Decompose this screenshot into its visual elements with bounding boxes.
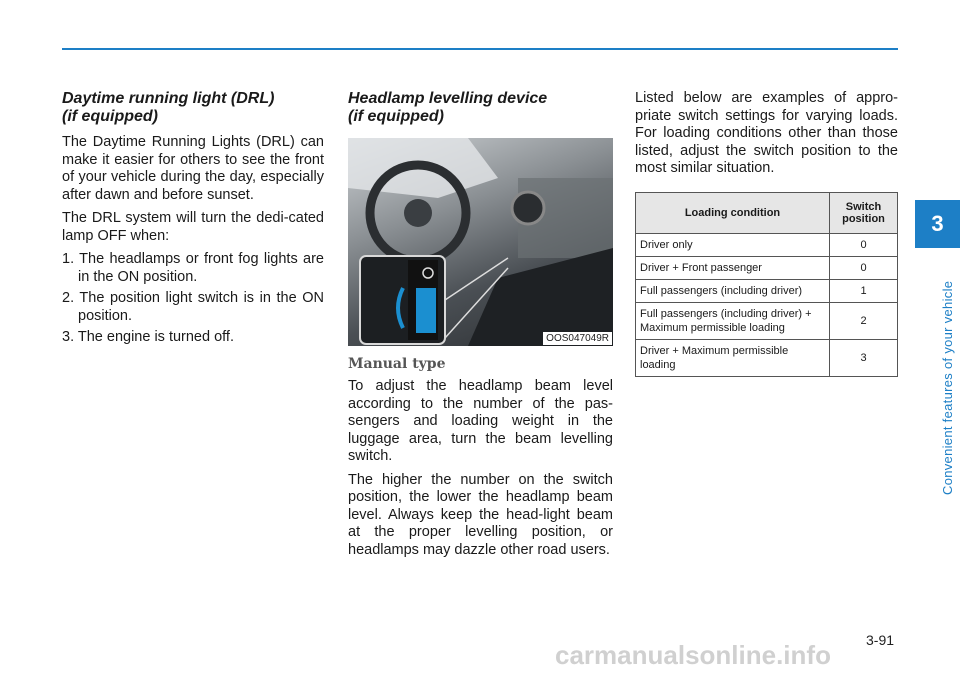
levelling-paragraph-2: The higher the number on the switch position, the lower the headlamp beam level. Always keep the head-light beam at the proper levelling position, or headlamps may dazzle other road users. xyxy=(348,471,613,558)
loading-table xyxy=(635,192,898,377)
page-number: 3-91 xyxy=(866,632,895,648)
manual-type-subheading: Manual type xyxy=(348,356,446,372)
loading-condition-cell: Driver + Maximum permissible loading xyxy=(636,339,830,376)
loading-section xyxy=(635,90,898,377)
switch-position-cell: 2 xyxy=(830,302,898,339)
chapter-side-label xyxy=(937,250,957,500)
levelling-heading-line2: (if equipped) xyxy=(348,108,444,125)
header-rule xyxy=(62,48,898,50)
table-header-row xyxy=(636,192,898,233)
table-row xyxy=(636,302,898,339)
drl-paragraph-2: The DRL system will turn the dedi-cated lamp OFF when: xyxy=(62,210,324,244)
drl-section xyxy=(62,90,324,351)
drl-conditions-list xyxy=(62,251,324,347)
loading-intro: Listed below are examples of appro-priate switch settings for varying loads. For loading conditions other than those listed, adjust the switch position to the most similar situation. xyxy=(635,90,898,176)
drl-heading xyxy=(62,90,324,126)
loading-condition-cell: Driver + Front passenger xyxy=(636,256,830,279)
levelling-section xyxy=(348,90,613,565)
table-row xyxy=(636,233,898,256)
table-row xyxy=(636,256,898,279)
levelling-paragraph-1: To adjust the headlamp beam level according to the number of the pas-sengers and loading weight in the luggage area, turn the beam levelling switch. xyxy=(348,378,613,464)
drl-heading-line1: Daytime running light (DRL) xyxy=(62,90,275,107)
dashboard-drawing xyxy=(348,138,613,346)
watermark: carmanualsonline.info xyxy=(555,640,831,670)
list-item: 1. The headlamps or front fog lights are in the ON position. xyxy=(62,251,324,285)
list-item: 3. The engine is turned off. xyxy=(62,329,234,345)
levelling-heading-line1: Headlamp levelling device xyxy=(348,90,548,107)
column-header: Loading condition xyxy=(636,192,830,233)
dashboard-illustration xyxy=(348,138,613,346)
drl-heading-line2: (if equipped) xyxy=(62,108,158,125)
column-header: Switch position xyxy=(830,192,898,233)
levelling-heading xyxy=(348,90,613,126)
loading-condition-cell: Driver only xyxy=(636,233,830,256)
switch-position-cell: 3 xyxy=(830,339,898,376)
switch-position-cell: 0 xyxy=(830,256,898,279)
list-item: 2. The position light switch is in the ON position. xyxy=(62,290,324,324)
figure-code: OOS047049R xyxy=(543,332,612,345)
chapter-tab xyxy=(915,200,960,248)
chapter-title: Convenient features of your vehicle xyxy=(940,280,955,495)
loading-condition-cell: Full passengers (including driver) xyxy=(636,279,830,302)
switch-position-cell: 0 xyxy=(830,233,898,256)
loading-condition-cell: Full passengers (including driver) + Maximum permissible loading xyxy=(636,302,830,339)
table-row xyxy=(636,279,898,302)
table-row xyxy=(636,339,898,376)
drl-paragraph-1: The Daytime Running Lights (DRL) can make it easier for others to see the front of your vehicle during the day, especially after dawn and before sunset. xyxy=(62,134,324,203)
chapter-number: 3 xyxy=(931,211,944,236)
switch-position-cell: 1 xyxy=(830,279,898,302)
